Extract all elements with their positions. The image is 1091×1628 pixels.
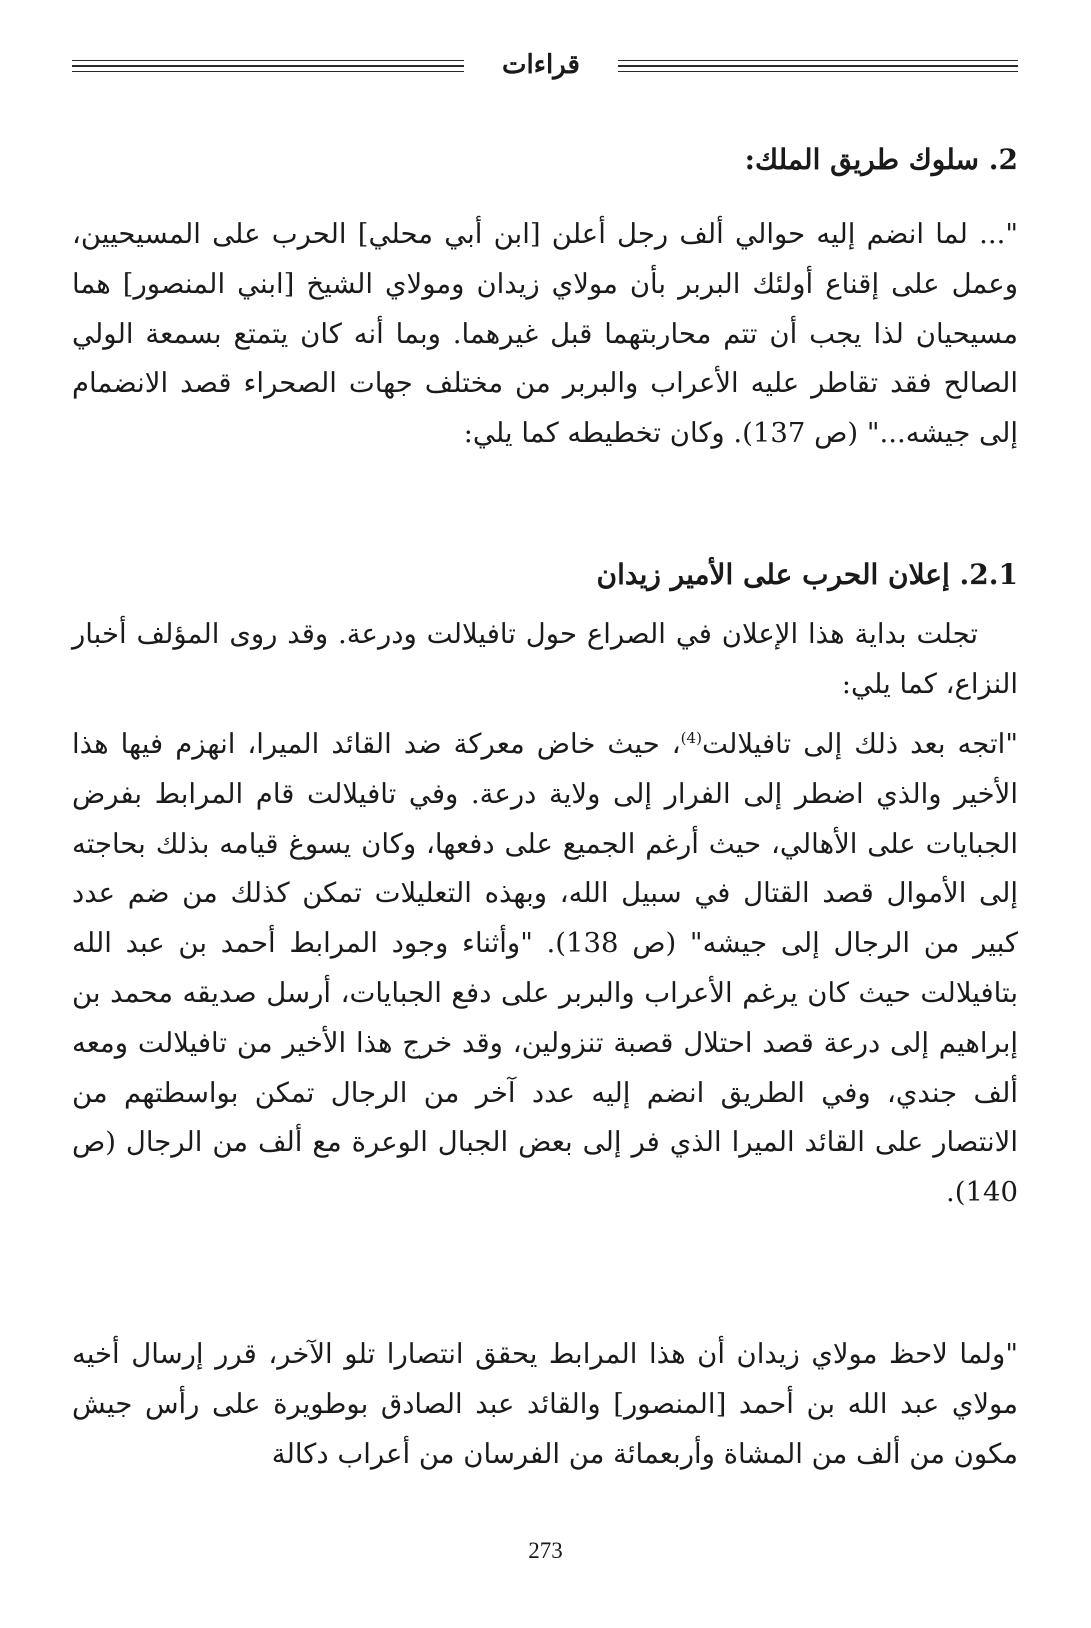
page-number: 273 [528,1538,563,1563]
section-2-paragraph [72,210,1018,459]
header-rule-left [72,60,464,72]
quote-start: "اتجه بعد ذلك إلى تافيلالت [701,728,1018,760]
footnote-marker[interactable]: (4) [680,728,702,747]
header-title: قراءات [502,50,580,80]
section-2-heading: 2. سلوك طريق الملك: [744,143,1018,176]
header-rule-right [618,60,1018,72]
last-paragraph-text: "ولما لاحظ مولاي زيدان أن هذا المرابط يحقق انتصارا تلو الآخر، قرر إرسال أخيه مولاي عبد الله بن أحمد [المنصور] والقائد عبد الصادق بوطويرة على رأس جيش مكون من ألف من المشاة وأربعمائة من الفرسان من أعراب دكالة [72,1338,1018,1470]
intro-text: تجلت بداية هذا الإعلان في الصراع حول تافيلالت ودرعة. وقد روى المؤلف أخبار النزاع، كما يلي: [72,618,1018,700]
section-2-1-quote [72,720,1018,1218]
section-2-1-heading: 2.1. إعلان الحرب على الأمير زيدان [596,558,1018,591]
section-2-1-intro [72,610,1018,710]
paragraph-text: "... لما انضم إليه حوالي ألف رجل أعلن [ابن أبي محلي] الحرب على المسيحيين، وعمل على إقناع أولئك البربر بأن مولاي زيدان ومولاي الشيخ [ابني المنصور] هما مسيحيان لذا يجب أن تتم محاربتهما قبل غيرهما. وبما أنه كان يتمتع بسمعة الولي الصالح فقد تقاطر عليه الأعراب والبربر من مختلف جهات الصحراء قصد الانضمام إلى جيشه..." (ص 137). وكان تخطيطه كما يلي: [72,218,1018,450]
section-2-1-last-paragraph [72,1330,1018,1479]
quote-rest: ، حيث خاض معركة ضد القائد الميرا، انهزم فيها هذا الأخير والذي اضطر إلى الفرار إلى ولاية درعة. وفي تافيلالت قام المرابط بفرض الجبايات على الأهالي، حيث أرغم الجميع على دفعها، وكان يسوغ قيامه بذلك بحاجته إلى الأموال قصد القتال في سبيل الله، وبهذه التعليلات تمكن كذلك من ضم عدد كبير من الرجال إلى جيشه" (ص 138). "وأثناء وجود المرابط أحمد بن عبد الله بتافيلالت حيث كان يرغم الأعراب والبربر على دفع الجبايات، أرسل صديقه محمد بن إبراهيم إلى درعة قصد احتلال قصبة تنزولين، وقد خرج هذا الأخير من تافيلالت ومعه ألف جندي، وفي الطريق انضم إليه عدد آخر من الرجال تمكن بواسطتهم من الانتصار على القائد الميرا الذي فر إلى بعض الجبال الوعرة مع ألف من الرجال (ص 140). [72,728,1018,1209]
running-header [72,50,1018,80]
